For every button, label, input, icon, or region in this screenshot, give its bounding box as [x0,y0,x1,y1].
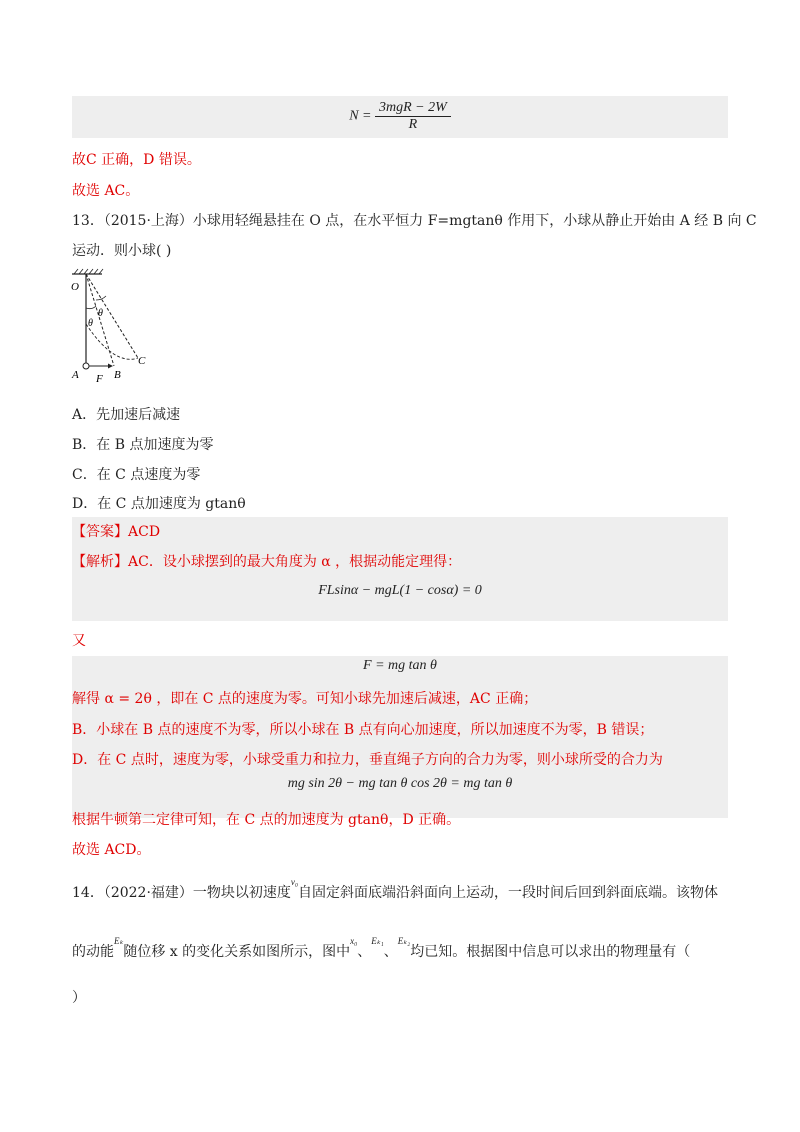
label-theta-2: θ [98,308,103,319]
q14-line1-a: 14．（2022·福建）一物块以初速度 [72,885,291,901]
q14-line1 [72,877,719,904]
q14-line3: ） [72,990,86,1006]
v0-symbol: v₀ [290,877,299,887]
sep-2: 、 [383,944,398,960]
label-theta-1: θ [88,318,93,329]
sep-1: 、 [357,944,372,960]
q14-line2-b: 随位移 x 的变化关系如图所示，图中 [123,944,351,960]
ek1-symbol: Eₖ₁ [371,936,384,946]
label-A: A [72,369,79,381]
equation-n-fraction [375,100,451,133]
conclusion-c-correct: 故C 正确，D 错误。 [72,152,201,168]
label-F: F [96,373,103,385]
q14-line2-a: 的动能 [72,944,114,960]
d-analysis-line: D．在 C 点时，速度为零，小球受重力和拉力，垂直绳子方向的合力为零，则小球所受的合力为 [72,752,663,768]
choose-ac: 故选 AC。 [72,183,140,199]
equation-n-numerator: 3mgR − 2W [375,100,451,117]
option-c: C．在 C 点速度为零 [72,467,201,483]
analysis-line: 【解析】AC．设小球摆到的最大角度为 α ，根据动能定理得： [72,554,462,570]
equation-n [72,100,728,133]
x0-symbol: x₀ [350,936,358,946]
label-O: O [71,281,79,293]
ek-symbol: Eₖ [114,936,124,946]
equation-n-denominator: R [408,117,418,132]
option-a: A．先加速后减速 [72,407,181,423]
q13-stem-line2: 运动．则小球( ) [72,243,172,259]
solve-line: 解得 α = 2θ ，即在 C 点的速度为零。可知小球先加速后减速，AC 正确； [72,691,538,707]
equation-2: F = mg tan θ [363,658,437,673]
label-C: C [138,355,146,367]
choose-acd: 故选 ACD。 [72,842,151,858]
q13-stem-line1: 13．（2015·上海）小球用轻绳悬挂在 O 点，在水平恒力 F=mgtanθ 作用下，小球从静止开始由 A 经 B 向 C [72,213,757,229]
pendulum-diagram [70,268,160,388]
option-b: B．在 B 点加速度为零 [72,437,214,453]
q14-line2-c: 均已知。根据图中信息可以求出的物理量有（ [410,944,691,960]
q14-line1-b: 自固定斜面底端沿斜面向上运动，一段时间后回到斜面底端。该物体 [298,885,719,901]
you-word: 又 [72,633,86,649]
equation-n-lhs: N = [349,108,372,124]
b-analysis-line: B．小球在 B 点的速度不为零，所以小球在 B 点有向心加速度，所以加速度不为零，B 错误； [72,722,654,738]
ek2-symbol: Eₖ₂ [397,936,411,946]
q14-line2 [72,936,691,963]
equation-3: mg sin 2θ − mg tan θ cos 2θ = mg tan θ [287,776,513,791]
option-d: D．在 C 点加速度为 gtanθ [72,496,246,512]
answer: 【答案】ACD [72,524,161,540]
newton-line: 根据牛顿第二定律可知，在 C 点的加速度为 gtanθ，D 正确。 [72,812,461,828]
equation-1: FLsinα − mgL(1 − cosα) = 0 [318,583,482,598]
label-B: B [114,369,121,381]
